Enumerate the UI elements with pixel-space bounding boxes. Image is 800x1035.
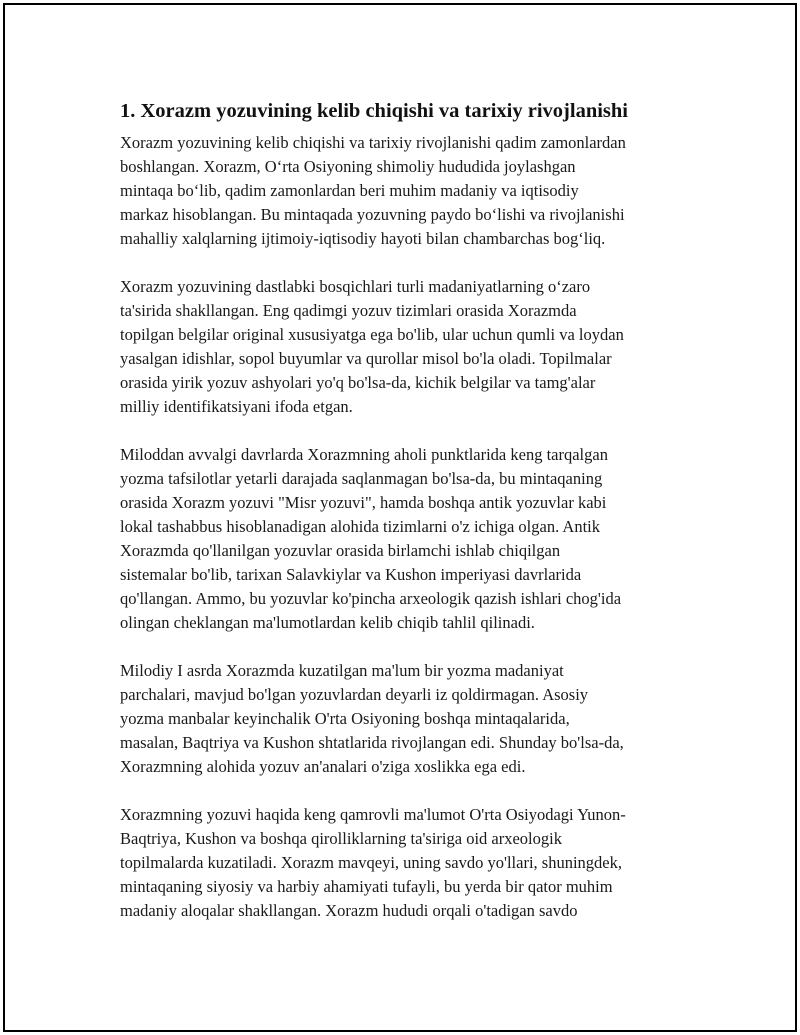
paragraph-4: Milodiy I asrda Xorazmda kuzatilgan ma'lum bir yozma madaniyat parchalari, mavjud bo'lgan yozuvlardan deyarli iz qoldirmagan. Asosiy yozma manbalar keyinchalik O'rta Osiyoning boshqa mintaqalarida, masalan, Baqtriya va Kushon shtatlarida rivojlangan edi. Shunday bo'lsa-da, Xorazmning alohida yozuv an'analari o'ziga xoslikka ega edi. [120, 661, 624, 776]
paragraph-2: Xorazm yozuvining dastlabki bosqichlari turli madaniyatlarning o‘zaro ta'sirida shakllangan. Eng qadimgi yozuv tizimlari orasida Xorazmda topilgan belgilar original xususiyatga ega bo'lib, ular uchun qumli va loydan yasalgan idishlar, sopol buyumlar va qurollar misol bo'la oladi. Topilmalar orasida yirik yozuv ashyolari yo'q bo'lsa-da, kichik belgilar va tamg'alar milliy identifikatsiyani ifoda etgan. [120, 277, 624, 416]
section-heading: 1. Xorazm yozuvining kelib chiqishi va tarixiy rivojlanishi [120, 100, 628, 122]
paragraph-1: Xorazm yozuvining kelib chiqishi va tarixiy rivojlanishi qadim zamonlardan boshlangan. Xorazm, O‘rta Osiyoning shimoliy hududida joylashgan mintaqa bo‘lib, qadim zamonlardan beri muhim madaniy va iqtisodiy markaz hisoblangan. Bu mintaqada yozuvning paydo bo‘lishi va rivojlanishi mahalliy xalqlarning ijtimoiy-iqtisodiy hayoti bilan chambarchas bog‘liq. [120, 133, 626, 248]
paragraph-5: Xorazmning yozuvi haqida keng qamrovli ma'lumot O'rta Osiyodagi Yunon- Baqtriya, Kushon va boshqa qirolliklarning ta'siriga oid arxeologik topilmalarda kuzatiladi. Xorazm mavqeyi, uning savdo yo'llari, shuningdek, mintaqaning siyosiy va harbiy ahamiyati tufayli, bu yerda bir qator muhim madaniy aloqalar shakllangan. Xorazm hududi orqali o'tadigan savdo [120, 805, 626, 920]
page-frame [3, 3, 797, 1032]
paragraph-3: Miloddan avvalgi davrlarda Xorazmning aholi punktlarida keng tarqalgan yozma tafsilotlar yetarli darajada saqlanmagan bo'lsa-da, bu mintaqaning orasida Xorazm yozuvi "Misr yozuvi", hamda boshqa antik yozuvlar kabi lokal tashabbus hisoblanadigan alohida tizimlarni o'z ichiga olgan. Antik Xorazmda qo'llanilgan yozuvlar orasida birlamchi ishlab chiqilgan sistemalar bo'lib, tarixan Salavkiylar va Kushon imperiyasi davrlarida qo'llangan. Ammo, bu yozuvlar ko'pincha arxeologik qazish ishlari chog'ida olingan cheklangan ma'lumotlardan kelib chiqib tahlil qilinadi. [120, 445, 622, 632]
document-body [120, 97, 695, 947]
